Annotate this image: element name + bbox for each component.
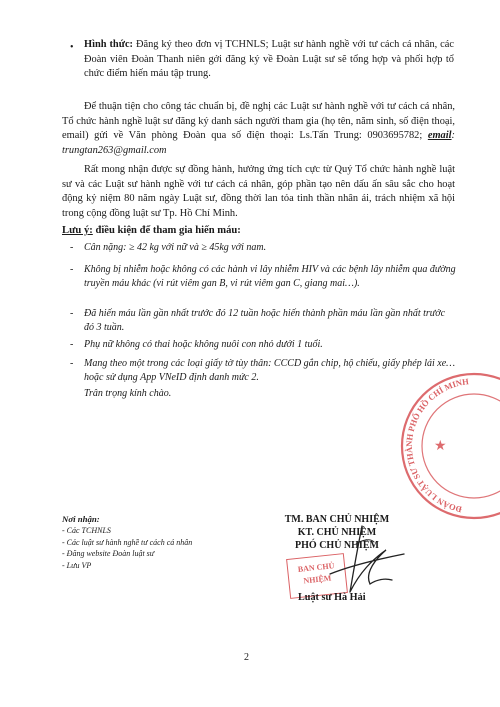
signature-line-3: PHÓ CHỦ NHIỆM [295,540,379,551]
hinh-thuc-text: Đăng ký theo đơn vị TCHNLS; Luật sư hành nghề với tư cách cá nhân, các Đoàn viên Đoàn Thanh niên gởi đăng ký về Đoàn Luật sư sẽ tổng hợp và phối hợp tổ chức điểm hiến máu tập trung. [84,39,455,80]
list-dash: - [70,339,74,350]
hinh-thuc-paragraph [84,38,454,82]
registration-paragraph [62,100,455,158]
notes-heading [62,225,241,236]
notes-heading-text: điều kiện để tham gia hiến máu: [92,225,241,236]
handwritten-signature [300,520,420,600]
signer-name: Luật sư Hà Hải [298,592,366,603]
page-number: 2 [244,652,249,663]
email-value: : trungtan263@gmail.com [62,130,455,156]
list-dash: - [70,242,74,253]
closing-call-paragraph [62,163,455,221]
list-dash: - [70,358,74,369]
condition-text: Cân nặng: ≥ 42 kg với nữ và ≥ 45kg với nam. [84,242,267,253]
condition-text: Mang theo một trong các loại giấy tờ tùy thân: CCCD gắn chip, hộ chiếu, giấy phép lái xe… hoặc sử dụng App VNeID định danh mức 2. [84,358,456,383]
condition-item [70,307,456,334]
seal-star-icon: ★ [434,439,447,454]
condition-item [70,263,456,290]
recipients-block [62,514,192,571]
closing-call-text: Rất mong nhận được sự đồng hành, hưởng ứng tích cực từ Quý Tổ chức hành nghề luật sư và các Luật sư hành nghề với tư cách cá nhân, góp phần tạo nên dấu ấn sâu sắc cho hoạt động kỷ niệm 80 năm ngày Luật sư, đồng thời lan tỏa tinh thần nhân ái, trách nhiệm xã hội trong cộng đồng luật sư Tp. Hồ Chí Minh. [62,164,455,219]
recipient-item: - Đăng website Đoàn luật sư [62,549,155,559]
recipient-item: - Các TCHNLS [62,526,111,536]
registration-text: Để thuận tiện cho công tác chuẩn bị, đề nghị các Luật sư hành nghề với tư cách cá nhân, Tổ chức hành nghề luật sư đăng ký danh sách người tham gia (họ tên, năm sinh, số điện thoại, email) gửi về Văn phòng Đoàn qua số điện thoại: Ls.Tấn Trung: 0903695782; [62,101,455,142]
list-dash: - [70,264,74,275]
hinh-thuc-label: Hình thức: [84,39,134,50]
recipients-title: Nơi nhận: [62,514,100,524]
greeting-text: Trân trọng kính chào. [84,388,172,399]
condition-text: Đã hiến máu lần gần nhất trước đó 12 tuần hoặc hiến thành phần máu lần gần nhất trước đó 3 tuần. [84,308,446,333]
stamp-text: BAN CHỦ NHIỆM [297,561,335,586]
recipient-item: - Lưu VP [62,560,92,570]
condition-item [70,338,456,352]
condition-item [70,241,456,255]
condition-text: Phụ nữ không có thai hoặc không nuôi con nhỏ dưới 1 tuổi. [84,339,323,350]
notes-label: Lưu ý: [62,225,93,236]
round-seal [394,370,500,530]
email-label: email [427,130,452,142]
bullet-dot: • [70,42,74,53]
seal-text: ĐOÀN LUẬT SƯ THÀNH PHỐ HỒ CHÍ MINH [403,376,470,515]
list-dash: - [70,308,74,319]
recipient-item: - Các luật sư hành nghề tư cách cá nhân [62,537,193,547]
signature-line-2: KT. CHỦ NHIỆM [297,527,377,538]
signature-line-1: TM. BAN CHỦ NHIỆM [284,514,390,525]
condition-text: Không bị nhiễm hoặc không có các hành vi lây nhiễm HIV và các bệnh lây nhiễm qua đường truyền máu khác (vi rút viêm gan B, vi rút viêm gan C, giang mai…). [84,264,456,289]
